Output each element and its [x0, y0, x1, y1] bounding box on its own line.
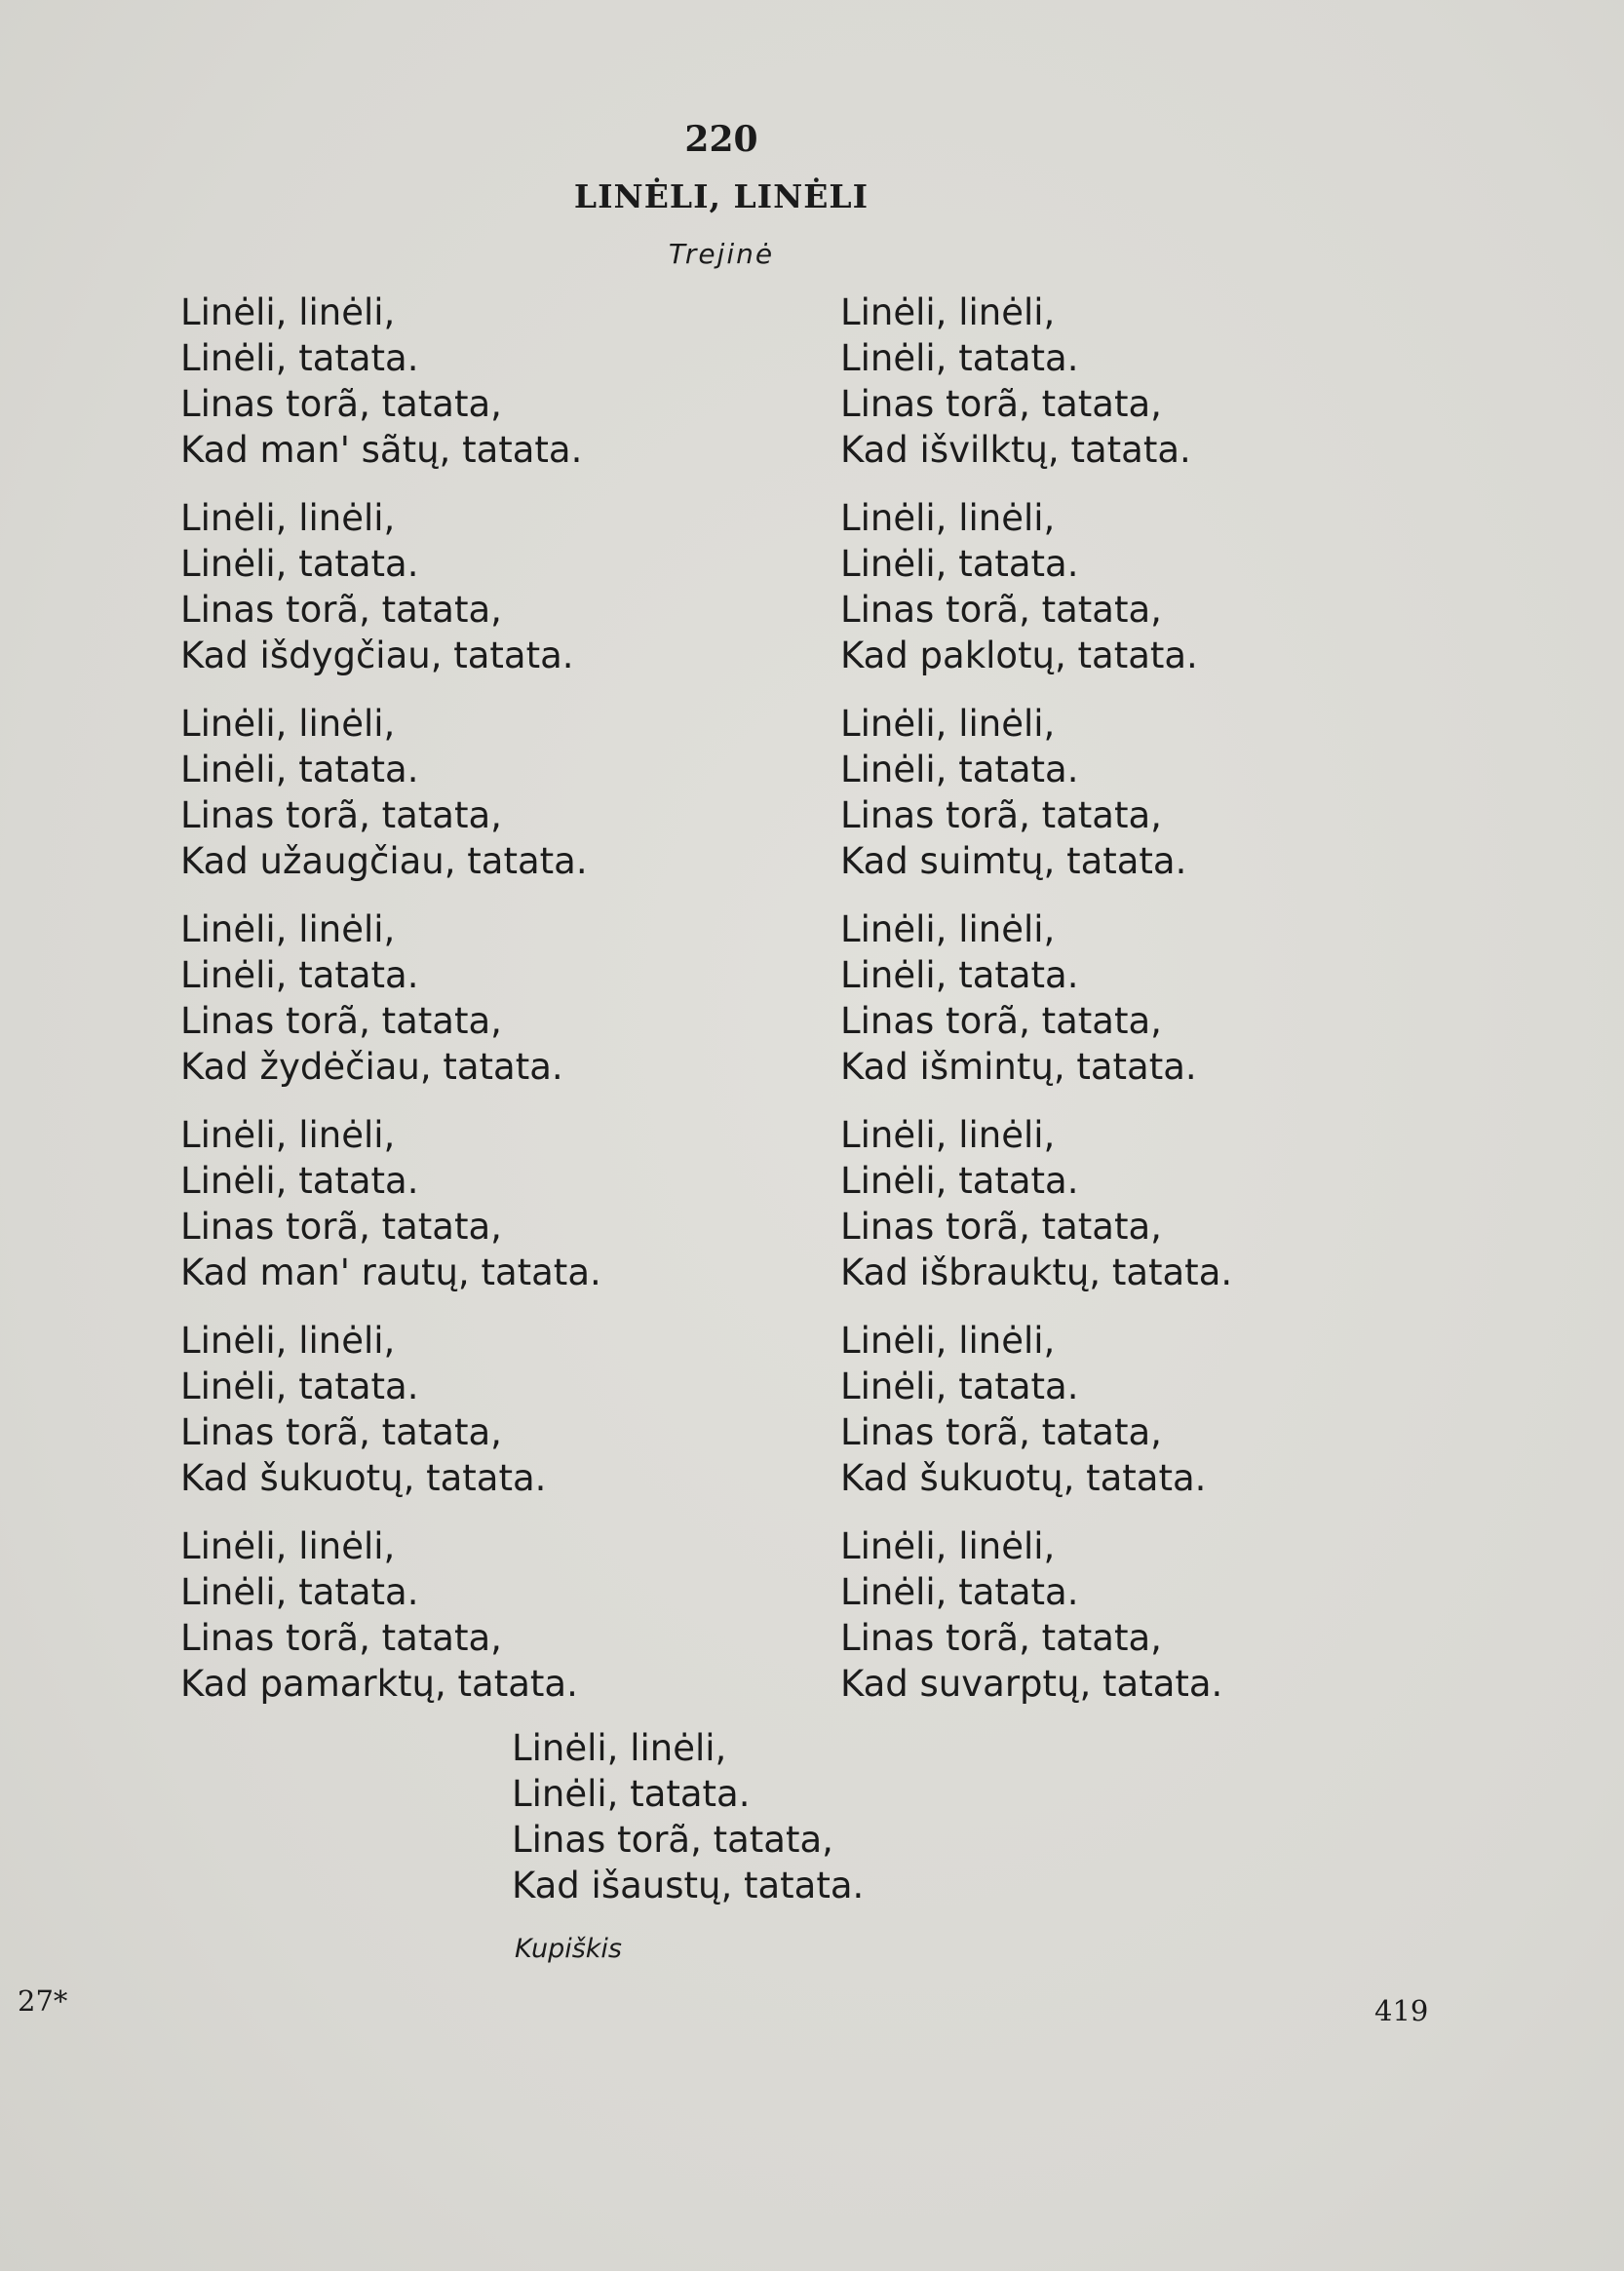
- verse-line: Linėli, linėli,: [180, 703, 396, 745]
- signature-mark: 27*: [18, 1984, 68, 2018]
- verse-line: Linėli, tatata.: [180, 543, 419, 585]
- verse-line: Linas torã, tatata,: [840, 383, 1162, 425]
- song-subtitle: Trejinė: [668, 238, 775, 270]
- stanza: [840, 1523, 1542, 1729]
- stanza: [180, 1112, 882, 1318]
- verse-line: Linas torã, tatata,: [840, 794, 1162, 836]
- verse-line: Linas torã, tatata,: [840, 1000, 1162, 1042]
- stanza: [180, 701, 882, 906]
- place-of-recording: Kupiškis: [515, 1934, 623, 1964]
- verse-line: Kad man' sãtų, tatata.: [180, 429, 583, 471]
- verse-line: Linėli, linėli,: [840, 703, 1056, 745]
- verse-line: Linėli, tatata.: [840, 954, 1079, 996]
- verse-line: Kad pamarktų, tatata.: [180, 1663, 578, 1705]
- stanza: [840, 289, 1542, 495]
- verse-line: Linėli, tatata.: [180, 954, 419, 996]
- stanza: [512, 1725, 1194, 1931]
- verse-line: Linas torã, tatata,: [840, 589, 1162, 631]
- verse-line: Linėli, linėli,: [180, 497, 396, 539]
- stanza: [840, 1112, 1542, 1318]
- verse-line: Linėli, tatata.: [840, 749, 1079, 790]
- stanza: [840, 1318, 1542, 1523]
- verse-line: Linėli, tatata.: [180, 337, 419, 379]
- stanza: [180, 289, 882, 495]
- verse-line: Kad paklotų, tatata.: [840, 635, 1198, 676]
- verse-line: Linas torã, tatata,: [840, 1411, 1162, 1453]
- verse-line: Linas torã, tatata,: [180, 1206, 502, 1248]
- verse-line: Linėli, tatata.: [840, 1366, 1079, 1407]
- verse-line: Linėli, linėli,: [840, 1320, 1056, 1362]
- verse-line: Kad šukuotų, tatata.: [840, 1457, 1207, 1499]
- verse-line: Linas torã, tatata,: [180, 589, 502, 631]
- right-column: [840, 289, 1542, 1729]
- verse-line: Linas torã, tatata,: [180, 1000, 502, 1042]
- verse-line: Linėli, tatata.: [840, 1571, 1079, 1613]
- verse-line: Linėli, linėli,: [840, 908, 1056, 950]
- verse-line: Linas torã, tatata,: [840, 1206, 1162, 1248]
- verse-line: Linas torã, tatata,: [180, 1411, 502, 1453]
- verse-line: Kad šukuotų, tatata.: [180, 1457, 547, 1499]
- verse-line: Kad išaustų, tatata.: [512, 1865, 865, 1906]
- verse-line: Linas torã, tatata,: [180, 794, 502, 836]
- verse-line: Linėli, linėli,: [180, 908, 396, 950]
- verse-line: Linėli, tatata.: [840, 1160, 1079, 1202]
- verse-line: Kad suimtų, tatata.: [840, 840, 1187, 882]
- verse-line: Linėli, linėli,: [180, 1114, 396, 1156]
- verse-line: Kad išvilktų, tatata.: [840, 429, 1191, 471]
- verse-line: Kad išdygčiau, tatata.: [180, 635, 574, 676]
- verse-line: Linas torã, tatata,: [840, 1617, 1162, 1659]
- stanza: [180, 1523, 882, 1729]
- verse-line: Linėli, tatata.: [840, 337, 1079, 379]
- stanza: [840, 495, 1542, 701]
- verse-line: Kad man' rautų, tatata.: [180, 1251, 601, 1293]
- verse-line: Linėli, linėli,: [840, 497, 1056, 539]
- song-title: LINĖLI, LINĖLI: [573, 177, 870, 215]
- verse-line: Linėli, linėli,: [840, 1525, 1056, 1567]
- stanza: [840, 701, 1542, 906]
- stanza: [180, 495, 882, 701]
- verse-line: Linėli, tatata.: [180, 1366, 419, 1407]
- verse-line: Kad išmintų, tatata.: [840, 1046, 1197, 1088]
- final-stanza: [512, 1725, 1194, 1931]
- page-number: 419: [1374, 1994, 1429, 2027]
- verse-line: Linėli, linėli,: [512, 1727, 727, 1769]
- verse-line: Linėli, linėli,: [840, 1114, 1056, 1156]
- verse-line: Linėli, tatata.: [512, 1773, 751, 1815]
- verse-line: Linas torã, tatata,: [180, 1617, 502, 1659]
- left-column: [180, 289, 882, 1729]
- verse-line: Linas torã, tatata,: [512, 1819, 833, 1861]
- song-number: 220: [684, 119, 758, 160]
- stanza: [180, 1318, 882, 1523]
- verse-line: Linėli, linėli,: [180, 1320, 396, 1362]
- verse-line: Linėli, linėli,: [180, 291, 396, 333]
- verse-line: Kad suvarptų, tatata.: [840, 1663, 1223, 1705]
- verse-line: Linėli, tatata.: [180, 749, 419, 790]
- stanza: [180, 906, 882, 1112]
- verse-line: Linėli, tatata.: [180, 1160, 419, 1202]
- verse-line: Kad užaugčiau, tatata.: [180, 840, 588, 882]
- verse-line: Linėli, tatata.: [180, 1571, 419, 1613]
- stanza: [840, 906, 1542, 1112]
- verse-line: Linėli, tatata.: [840, 543, 1079, 585]
- verse-line: Linėli, linėli,: [840, 291, 1056, 333]
- verse-line: Linas torã, tatata,: [180, 383, 502, 425]
- verse-line: Kad išbrauktų, tatata.: [840, 1251, 1233, 1293]
- verse-line: Kad žydėčiau, tatata.: [180, 1046, 563, 1088]
- verse-line: Linėli, linėli,: [180, 1525, 396, 1567]
